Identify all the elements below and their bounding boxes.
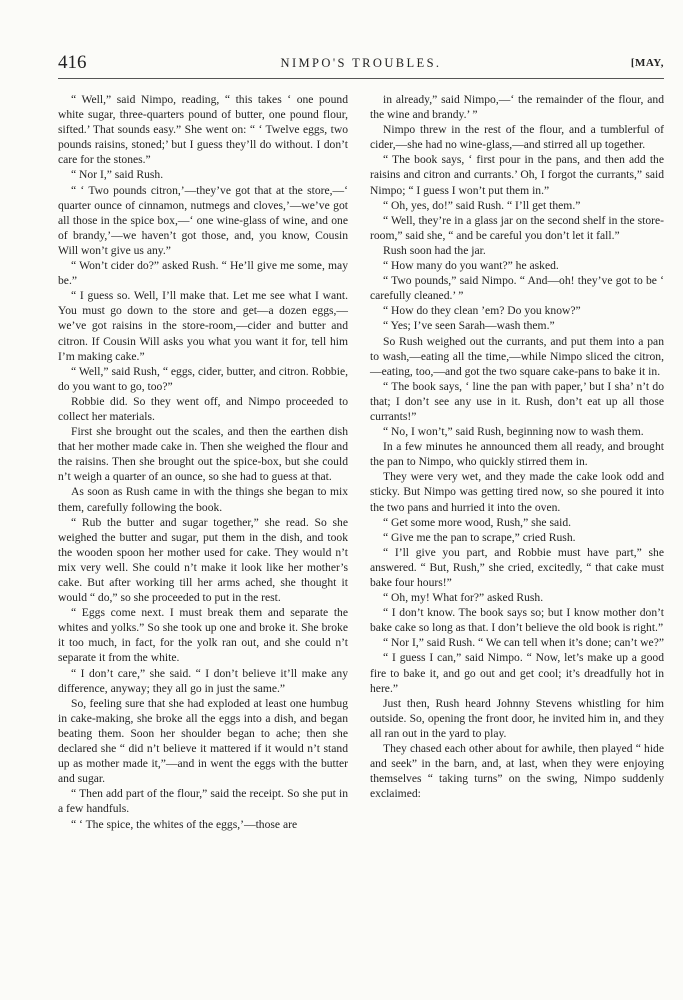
paragraph: Nimpo threw in the rest of the flour, and a tumblerful of cider,—she had no wine-glass,—and stirred all up together.: [370, 123, 664, 152]
paragraph: They chased each other about for awhile, then played “ hide and seek” in the barn, and, at last, when they were enjoying themselves “ taking turns” on the swing, Nimpo suddenly exclaimed:: [370, 742, 664, 801]
page-header: [58, 52, 664, 79]
paragraph: They were very wet, and they made the cake look odd and sticky. But Nimpo was getting tired now, so she poured it into the two pans and hurried it into the oven.: [370, 470, 664, 514]
paragraph: “ Yes; I’ve seen Sarah—wash them.”: [383, 319, 555, 333]
left-column: [58, 92, 348, 832]
paragraph: “ Rub the butter and sugar together,” she read. So she weighed the butter and sugar, put them in the dish, and took the wooden spoon her mother used for cake. They would n’t mix very well. She could n’t make it look like her mother’s cake. But after working till her arms ached, she thought it would “ do,” so she proceeded to put in the rest.: [58, 515, 348, 605]
paragraph: First she brought out the scales, and then the earthen dish that her mother made cake in. Then she weighed the flour and the raisins. Then she brought out the spice-box, but she could n’t weigh a quarter of an ounce, so she had to guess at that.: [58, 425, 348, 484]
paragraph: “ The book says, ‘ first pour in the pans, and then add the raisins and citron and currants.’ Oh, I forgot the currants,” said Nimpo; “ I guess I won’t put them in.”: [370, 153, 664, 197]
paragraph: “ Oh, my! What for?” asked Rush.: [383, 591, 544, 605]
paragraph: “ Get some more wood, Rush,” she said.: [383, 515, 572, 529]
paragraph: “ ‘ Two pounds citron,’—they’ve got that at the store,—‘ quarter ounce of cinnamon, nutmegs and cloves,’—we’ve got all those in the spice box,—‘ one wine-glass of wine, and one of brandy,’—we haven’t got those, and, you know, Cousin Will won’t give us any.”: [58, 183, 348, 257]
paragraph: Rush soon had the jar.: [383, 243, 486, 257]
page-number: 416: [58, 52, 87, 73]
paragraph: “ I guess I can,” said Nimpo. “ Now, let’s make up a good fire to bake it, and go out and get cool; it’s dreadfully hot in here.”: [370, 651, 664, 695]
running-title: NIMPO'S TROUBLES.: [280, 56, 442, 70]
paragraph: “ How do they clean ’em? Do you know?”: [383, 304, 581, 318]
paragraph: “ Eggs come next. I must break them and separate the whites and yolks.” So she took up one and broke it. She broke it too much, in fact, for the yolk ran out, and she could n’t separate it from the white.: [58, 606, 348, 665]
paragraph: “ Well,” said Nimpo, reading, “ this takes ‘ one pound white sugar, three-quarters pound of butter, one pound flour, sifted.’ That sounds easy.” She went on: “ ‘ Twelve eggs, two pounds raisins, stoned;’ but I guess they’ll do without. I don’t care for the stones.”: [58, 93, 348, 167]
paragraph: “ The book says, ‘ line the pan with paper,’ but I sha’ n’t do that; I don’t see any use in it. Rush, don’t eat up all those currants!”: [370, 379, 664, 423]
right-column: [370, 92, 664, 801]
issue-month: [MAY,: [630, 57, 664, 69]
paragraph: “ ‘ The spice, the whites of the eggs,’—those are: [71, 817, 298, 831]
paragraph: “ Well, they’re in a glass jar on the second shelf in the store-room,” said she, “ and be careful you don’t let it fall.”: [370, 213, 664, 242]
paragraph: “ Won’t cider do?” asked Rush. “ He’ll give me some, may be.”: [58, 259, 348, 288]
paragraph: So, feeling sure that she had exploded at least one humbug in cake-making, she broke all the eggs into a dish, and began beating them. Soon her shoulder began to ache; then she declared she “ did n’t believe it mattered if it would n’t stand up as mother made it,”—and in went the eggs with the butter and sugar.: [58, 696, 348, 786]
paragraph: “ Give me the pan to scrape,” cried Rush.: [383, 530, 576, 544]
paragraph: “ I’ll give you part, and Robbie must have part,” she answered. “ But, Rush,” she cried, excitedly, “ that cake must bake four hours!”: [370, 545, 664, 589]
paragraph: So Rush weighed out the currants, and put them into a pan to wash,—eating all the time,—while Nimpo sliced the citron,—eating, too,—and got the two square cake-pans to bake it in.: [370, 334, 664, 378]
paragraph: “ Well,” said Rush, “ eggs, cider, butter, and citron. Robbie, do you want to go, too?”: [58, 364, 348, 393]
paragraph: “ I don’t know. The book says so; but I know mother don’t bake cake so long as that. I don’t believe the old book is right.”: [370, 606, 664, 635]
paragraph: In a few minutes he announced them all ready, and brought the pan to Nimpo, who quickly stirred them in.: [370, 440, 664, 469]
paragraph: “ Then add part of the flour,” said the receipt. So she put in a few handfuls.: [58, 787, 348, 816]
paragraph: Robbie did. So they went off, and Nimpo proceeded to collect her materials.: [58, 394, 348, 423]
paragraph: “ Two pounds,” said Nimpo. “ And—oh! they’ve got to be ‘ carefully cleaned.’ ”: [370, 274, 664, 303]
paragraph: As soon as Rush came in with the things she began to mix them, carefully following the book.: [58, 485, 348, 514]
paragraph: “ Oh, yes, do!” said Rush. “ I’ll get them.”: [383, 198, 581, 212]
paragraph: “ No, I won’t,” said Rush, beginning now to wash them.: [383, 425, 644, 439]
paragraph: “ I don’t care,” she said. “ I don’t believe it’ll make any difference, anyway; they all go in just the same.”: [58, 666, 348, 695]
paragraph: Just then, Rush heard Johnny Stevens whistling for him outside. So, opening the front door, he invited him in, and they all ran out in the yard to play.: [370, 696, 664, 740]
paragraph: “ Nor I,” said Rush. “ We can tell when it’s done; can’t we?”: [383, 636, 664, 650]
paragraph: “ How many do you want?” he asked.: [383, 259, 559, 273]
paragraph: in already,” said Nimpo,—‘ the remainder of the flour, and the wine and brandy.’ ”: [370, 93, 664, 122]
paragraph: “ Nor I,” said Rush.: [71, 168, 164, 182]
paragraph: “ I guess so. Well, I’ll make that. Let me see what I want. You must go down to the store and get—a dozen eggs,—we’ve got raisins in the store-room,—cider and butter and citron. If Cousin Will asks you what you want it for, tell him I’m making cake.”: [58, 289, 348, 363]
